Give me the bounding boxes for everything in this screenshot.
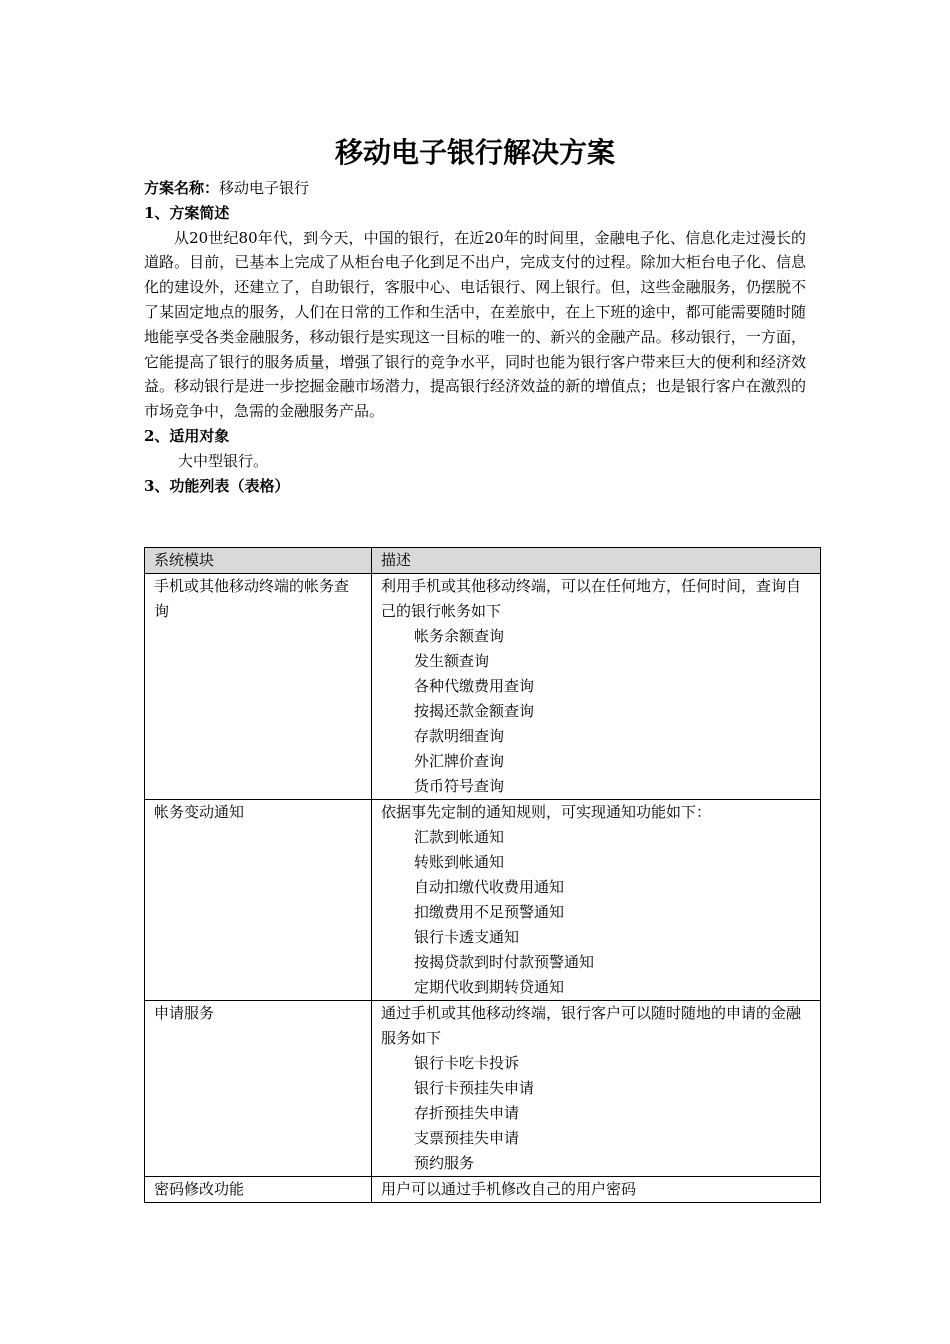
section1-heading: 1、方案简述 — [144, 203, 230, 222]
table-row — [145, 1001, 821, 1177]
feature-item: 自动扣缴代收费用通知 — [414, 878, 565, 896]
description-cell — [372, 1177, 821, 1203]
scheme-name-line — [144, 176, 806, 201]
table-header-description: 描述 — [372, 548, 821, 574]
module-cell: 手机或其他移动终端的帐务查询 — [145, 574, 372, 800]
feature-item: 外汇牌价查询 — [414, 752, 505, 770]
description-text: 用户可以通过手机修改自己的用户密码 — [381, 1180, 637, 1198]
table-row — [145, 800, 821, 1001]
document-title: 移动电子银行解决方案 — [334, 136, 615, 169]
feature-item: 按揭还款金额查询 — [414, 702, 535, 720]
module-cell: 申请服务 — [145, 1001, 372, 1177]
feature-item: 按揭贷款到时付款预警通知 — [414, 953, 595, 971]
section2-text: 大中型银行。 — [178, 451, 269, 470]
description-text: 通过手机或其他移动终端，银行客户可以随时随地的申请的金融服务如下 — [381, 1004, 802, 1047]
feature-item: 预约服务 — [414, 1154, 475, 1172]
feature-item: 存折预挂失申请 — [414, 1104, 520, 1122]
feature-item: 银行卡预挂失申请 — [414, 1079, 535, 1097]
feature-item: 银行卡透支通知 — [414, 928, 520, 946]
function-table — [144, 547, 821, 1203]
section1-paragraph: 从20世纪80年代，到今天，中国的银行，在近20年的时间里，金融电子化、信息化走过漫长的道路。目前，已基本上完成了从柜台电子化到足不出户，完成支付的过程。除加大柜台电子化、信息化的建设外，还建立了，自助银行，客服中心、电话银行、网上银行。但，这些金融服务，仍摆脱不了某固定地点的服务，人们在日常的工作和生活中，在差旅中，在上下班的途中，都可能需要随时随地能享受各类金融服务，移动银行是实现这一目标的唯一的、新兴的金融产品。移动银行，一方面，它能提高了银行的服务质量，增强了银行的竞争水平，同时也能为银行客户带来巨大的便利和经济效益。移动银行是进一步挖掘金融市场潜力，提高银行经济效益的新的增值点；也是银行客户在激烈的市场竞争中，急需的金融服务产品。 — [144, 228, 806, 421]
description-text: 利用手机或其他移动终端，可以在任何地方，任何时间，查询自己的银行帐务如下 — [381, 577, 802, 620]
feature-item: 支票预挂失申请 — [414, 1129, 520, 1147]
document-body — [144, 176, 806, 498]
feature-item: 定期代收到期转贷通知 — [414, 978, 565, 996]
module-cell: 密码修改功能 — [145, 1177, 372, 1203]
table-header-row — [145, 548, 821, 574]
table-row — [145, 574, 821, 800]
table-header-module: 系统模块 — [145, 548, 372, 574]
feature-item: 扣缴费用不足预警通知 — [414, 903, 565, 921]
description-text: 依据事先定制的通知规则，可实现通知功能如下： — [381, 803, 712, 821]
table-row — [145, 1177, 821, 1203]
feature-item: 银行卡吃卡投诉 — [414, 1054, 520, 1072]
module-cell: 帐务变动通知 — [145, 800, 372, 1001]
description-cell — [372, 1001, 821, 1177]
feature-item: 帐务余额查询 — [414, 627, 505, 645]
feature-item: 转账到帐通知 — [414, 853, 505, 871]
feature-item: 货币符号查询 — [414, 777, 505, 795]
feature-item: 各种代缴费用查询 — [414, 677, 535, 695]
scheme-name-value: 移动电子银行 — [219, 179, 310, 197]
description-cell — [372, 574, 821, 800]
section2-heading: 2、适用对象 — [144, 426, 230, 445]
section3-heading: 3、功能列表（表格） — [144, 476, 290, 495]
feature-item: 汇款到帐通知 — [414, 828, 505, 846]
feature-item: 发生额查询 — [414, 652, 490, 670]
scheme-name-label: 方案名称： — [144, 179, 220, 197]
feature-item: 存款明细查询 — [414, 727, 505, 745]
description-cell — [372, 800, 821, 1001]
